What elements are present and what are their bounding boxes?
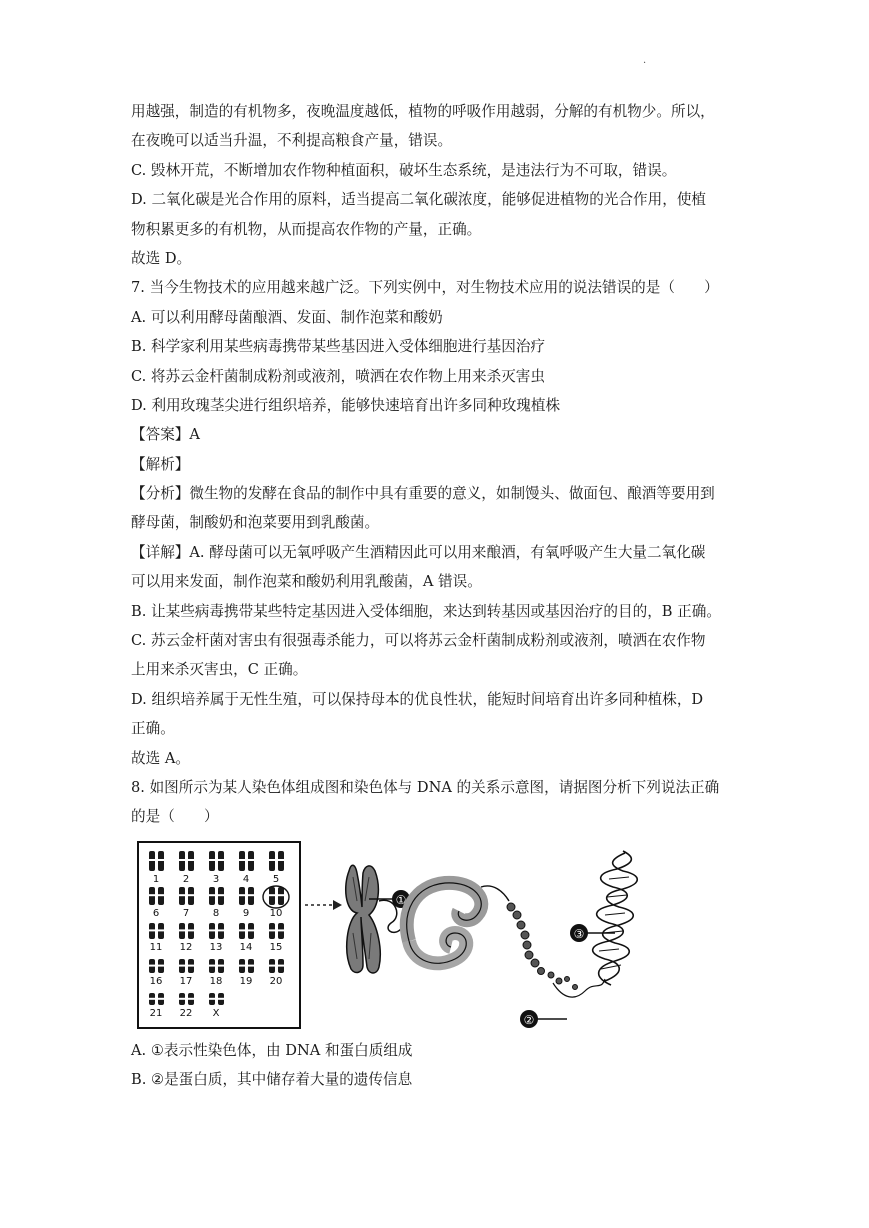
karyotype-drawing (139, 843, 299, 1027)
q7-detail: C. 苏云金杆菌对害虫有很强毒杀能力，可以将苏云金杆菌制成粉剂或液剂，喷洒在农作物 (131, 632, 706, 650)
chromosome-pair (269, 923, 284, 953)
chromosome-number-label: 17 (179, 975, 193, 987)
option-c-line: C. 毁林开荒，不断增加农作物种植面积，破坏生态系统，是违法行为不可取，错误。 (131, 161, 677, 179)
chromosome-number-label: 22 (179, 1007, 193, 1019)
q7-detail: 【详解】A. 酵母菌可以无氧呼吸产生酒精因此可以用来酿酒，有氧呼吸产生大量二氧化碳 (131, 543, 706, 561)
q7-analysis: 【分析】微生物的发酵在食品的制作中具有重要的意义，如制馒头、做面包、酿酒等要用到 (131, 485, 715, 503)
chromosome-pair (179, 959, 194, 987)
q7-option-b: B. 科学家利用某些病毒携带某些基因进入受体细胞进行基因治疗 (131, 338, 546, 356)
q7-detail: 上用来杀灭害虫，C 正确。 (131, 661, 308, 679)
chromosome-number-label: 1 (152, 873, 160, 885)
q7-analysis: 酵母菌，制酸奶和泡菜要用到乳酸菌。 (131, 514, 380, 532)
chromosome-number-label: 16 (149, 975, 163, 987)
chromosome-pair (209, 959, 224, 987)
document-body (131, 100, 743, 1098)
nucleosome-beads (507, 903, 605, 997)
page-marker: · (643, 58, 647, 69)
chromosome-pair (149, 959, 164, 987)
chromosome-number-label: 21 (149, 1007, 163, 1019)
chromosome-shape (346, 865, 381, 973)
text-after-figure (131, 1039, 743, 1092)
chromosome-pair (179, 851, 194, 885)
q7-answer: 【答案】A (131, 426, 200, 444)
dna-double-helix (593, 851, 638, 985)
q7-final-answer: 故选 A。 (131, 749, 190, 767)
chromosome-number-label: 11 (149, 941, 163, 953)
chromosome-number-label: 5 (272, 873, 280, 885)
chromosome-number-label: 3 (212, 873, 220, 885)
text-line: 物积累更多的有机物，从而提高农作物的产量，正确。 (131, 220, 482, 238)
callout-3-label: ③ (573, 926, 585, 941)
chromosome-number-label: 14 (239, 941, 253, 953)
chromosome-number-label: X (212, 1007, 220, 1019)
chromosome-number-label: 10 (269, 907, 283, 919)
chromosome-pair (179, 993, 194, 1019)
chromosome-pair (239, 851, 254, 885)
chromosome-pair (149, 887, 164, 919)
chromosome-dna-figure (131, 835, 743, 1035)
text-before-figure (131, 100, 743, 829)
chromosome-pair (209, 923, 224, 953)
q7-detail: 正确。 (131, 720, 175, 738)
dna-relationship-drawing (305, 841, 685, 1029)
chromosome-pair (239, 923, 254, 953)
answer-choice-line: 故选 D。 (131, 249, 192, 267)
chromosome-number-label: 15 (269, 941, 283, 953)
chromosome-number-label: 7 (182, 907, 190, 919)
chromosome-pair (149, 923, 164, 953)
question-7-stem: 7. 当今生物技术的应用越来越广泛。下列实例中，对生物技术应用的说法错误的是（ ） (131, 279, 719, 297)
chromosome-number-label: 20 (269, 975, 283, 987)
chromosome-pair (239, 887, 254, 919)
chromosome-pair (179, 923, 194, 953)
chromosome-dna-diagram (305, 841, 685, 1029)
q7-detail: 可以用来发面，制作泡菜和酸奶利用乳酸菌，A 错误。 (131, 573, 482, 591)
arrow-head-icon (333, 900, 342, 910)
chromosome-number-label: 19 (239, 975, 253, 987)
chromosome-number-label: 6 (152, 907, 160, 919)
chromosome-number-label: 13 (209, 941, 223, 953)
chromosome-pair (209, 993, 224, 1019)
chromosome-pair (149, 851, 164, 885)
callout-1-label: ① (395, 892, 407, 907)
q7-detail: D. 组织培养属于无性生殖，可以保持母本的优良性状，能短时间培育出许多同种植株，D (131, 690, 704, 708)
chromosome-pair (269, 959, 284, 987)
chromosome-pair (239, 959, 254, 987)
q7-detail: B. 让某些病毒携带某些特定基因进入受体细胞，来达到转基因或基因治疗的目的，B 正确。 (131, 602, 721, 620)
chromosome-pair (149, 993, 164, 1019)
question-8-stem: 的是（ ） (131, 808, 219, 826)
text-line: 在夜晚可以适当升温，不利提高粮食产量，错误。 (131, 132, 453, 150)
highlight-circle (263, 886, 289, 908)
text-line: 用越强，制造的有机物多，夜晚温度越低，植物的呼吸作用越弱，分解的有机物少。所以， (131, 103, 715, 120)
q7-analysis-heading: 【解析】 (131, 455, 190, 473)
karyotype-image (137, 841, 301, 1029)
chromosome-number-label: 4 (242, 873, 250, 885)
chromosome-pair (269, 887, 284, 919)
chromosome-pair (209, 851, 224, 885)
chromosome-number-label: 12 (179, 941, 193, 953)
chromosome-number-label: 18 (209, 975, 223, 987)
q7-option-c: C. 将苏云金杆菌制成粉剂或液剂，喷洒在农作物上用来杀灭害虫 (131, 367, 545, 385)
q7-option-d: D. 利用玫瑰茎尖进行组织培养，能够快速培育出许多同种玫瑰植株 (131, 396, 561, 414)
option-d-line: D. 二氧化碳是光合作用的原料，适当提高二氧化碳浓度，能够促进植物的光合作用，使植 (131, 191, 707, 209)
chromosome-number-label: 2 (182, 873, 190, 885)
callout-2-label: ② (523, 1012, 535, 1027)
chromosome-pair (209, 887, 224, 919)
q8-option-a: A. ①表示性染色体，由 DNA 和蛋白质组成 (131, 1041, 413, 1059)
chromosome-number-label: 8 (212, 907, 220, 919)
chromosome-number-label: 9 (242, 907, 250, 919)
chromosome-pair (269, 851, 284, 885)
q8-option-b: B. ②是蛋白质，其中储存着大量的遗传信息 (131, 1071, 413, 1089)
q7-option-a: A. 可以利用酵母菌酿酒、发面、制作泡菜和酸奶 (131, 308, 443, 326)
chromosome-pair (179, 887, 194, 919)
question-8-stem: 8. 如图所示为某人染色体组成图和染色体与 DNA 的关系示意图，请据图分析下列说法正确 (131, 778, 720, 796)
